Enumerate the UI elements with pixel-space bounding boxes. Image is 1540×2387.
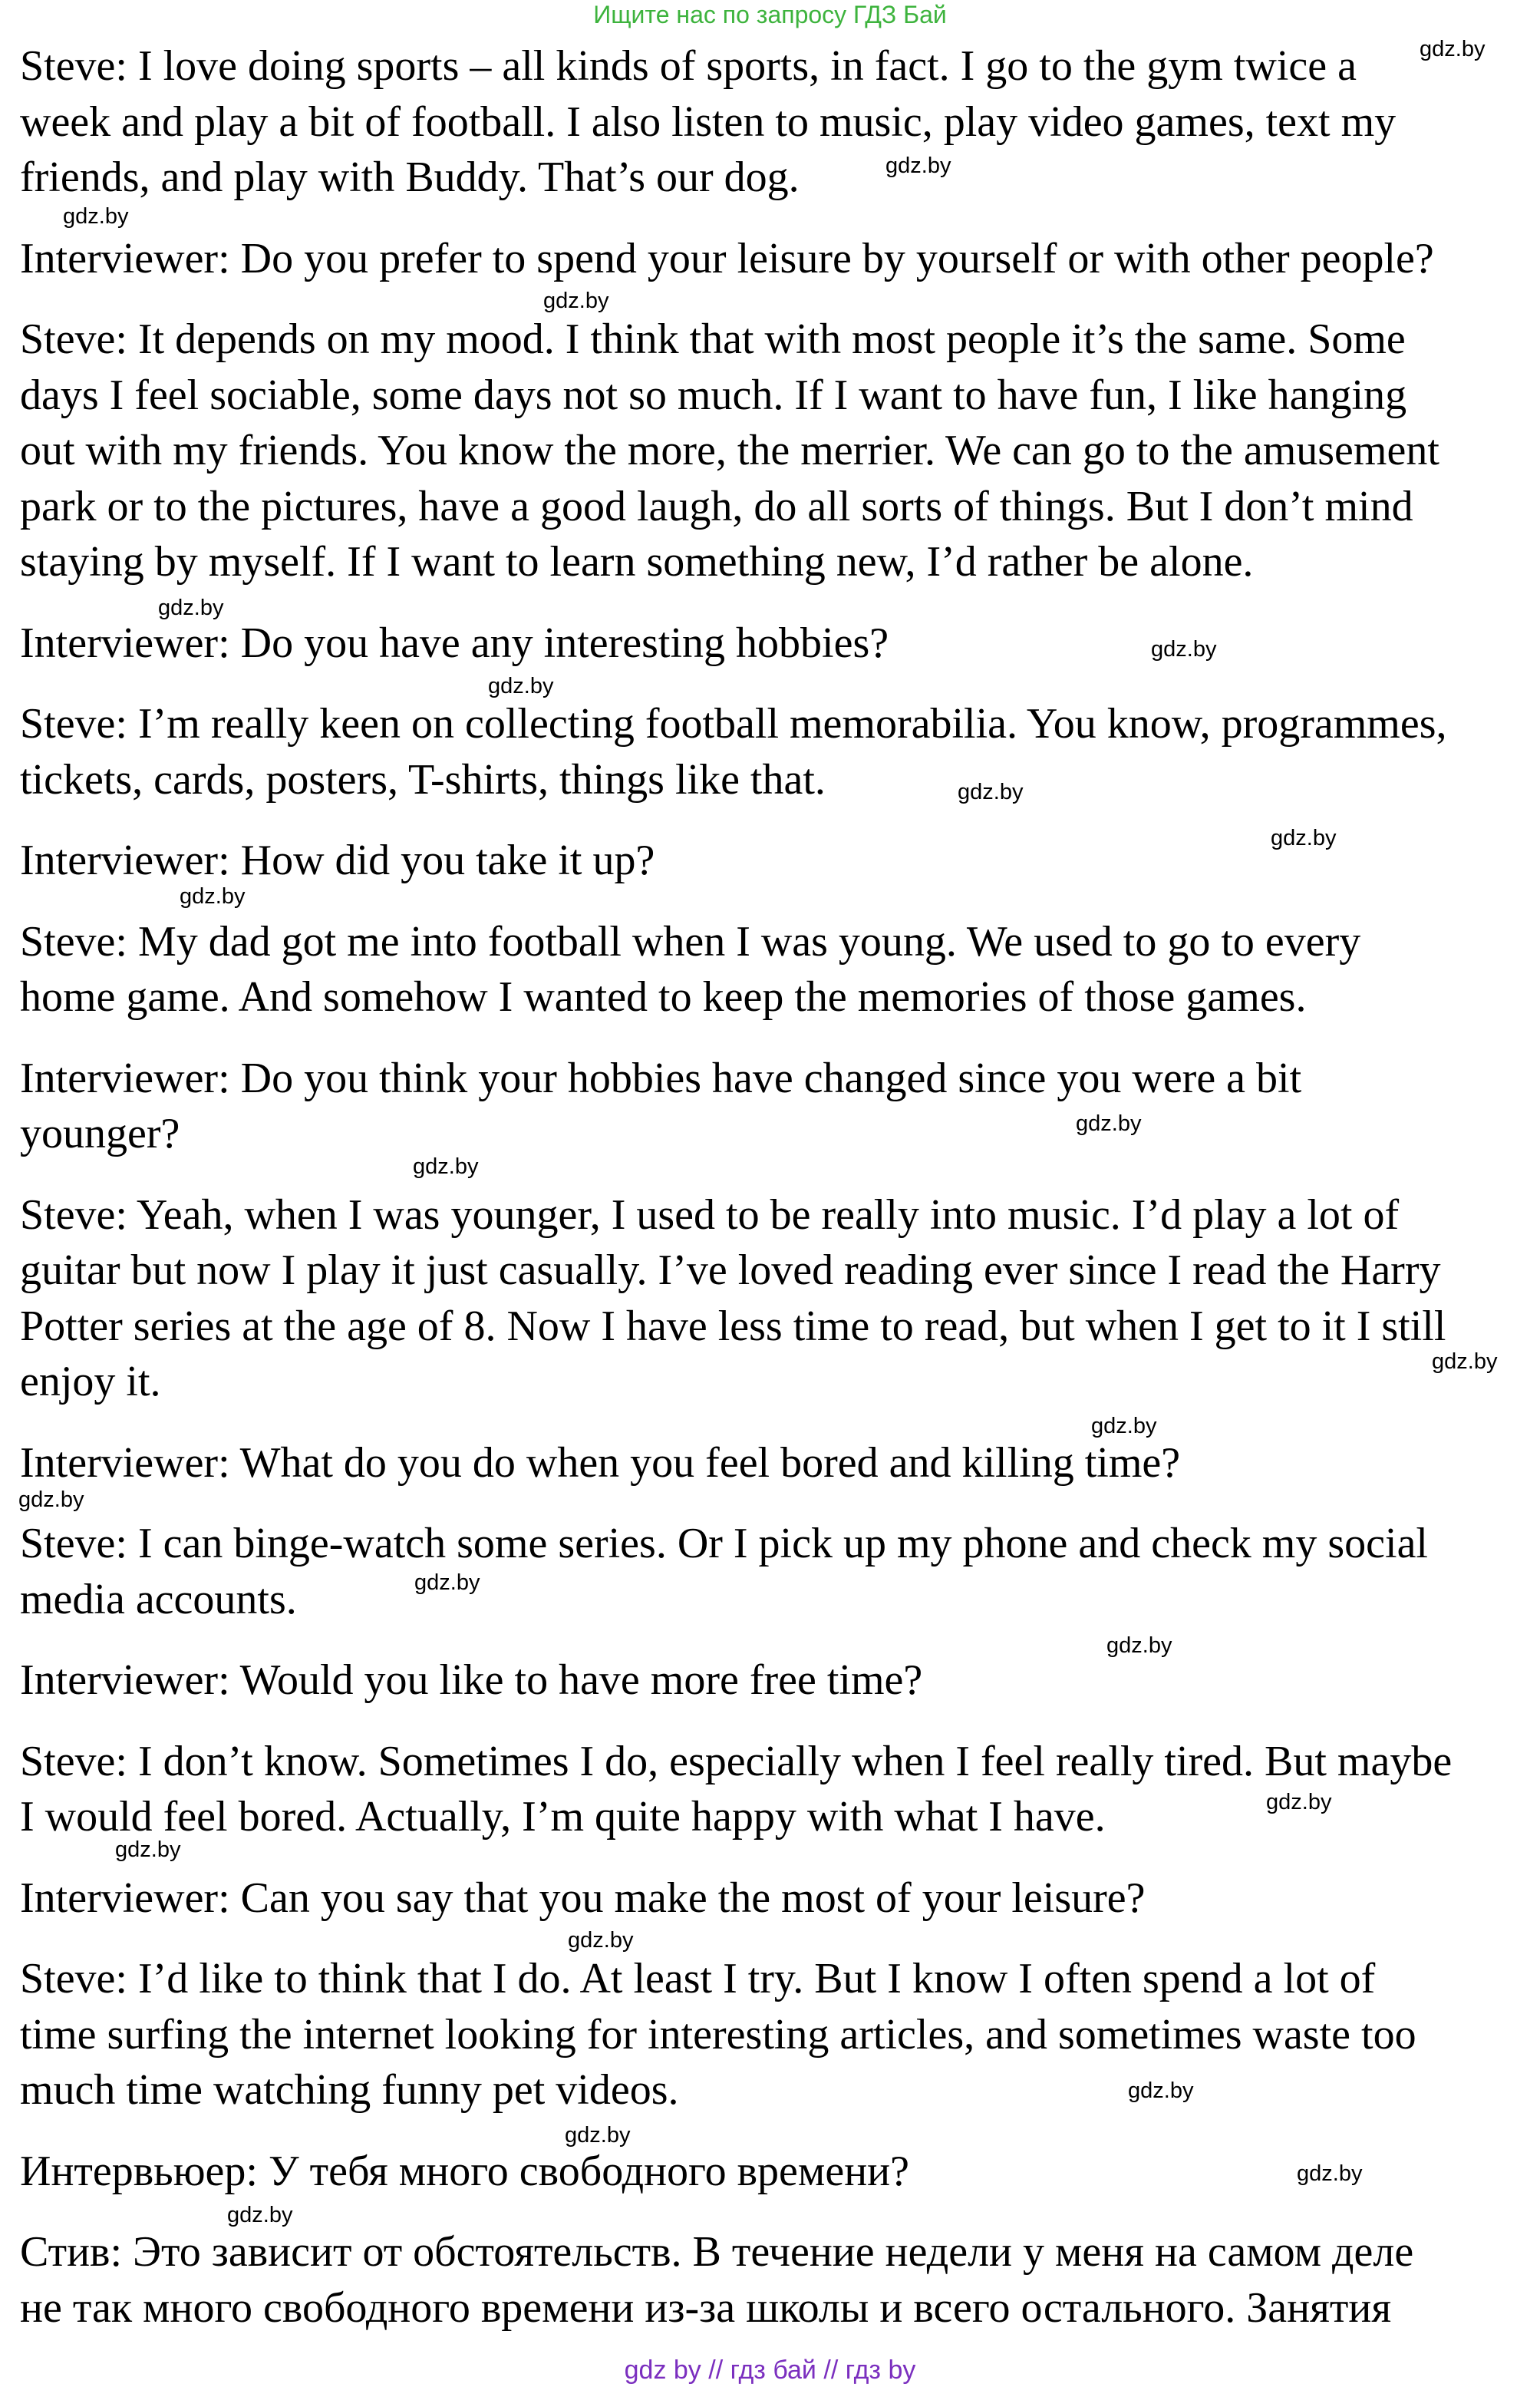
paragraph: Steve: I can binge-watch some series. Or I pick up my phone and check my social media accounts. — [20, 1520, 1428, 1623]
paragraph: Interviewer: Do you think your hobbies have changed since you were a bit younger? — [20, 1054, 1302, 1157]
watermark: gdz.by — [1420, 37, 1486, 61]
watermark: gdz.by — [158, 596, 224, 620]
paragraph: Стив: Это зависит от обстоятельств. В течение недели у меня на самом деле не так много свободного времени из-за школы и всего остального. Занятия — [20, 2228, 1414, 2332]
paragraph: Interviewer: Would you like to have more free time? — [20, 1656, 923, 1704]
paragraph: Interviewer: Can you say that you make the most of your leisure? — [20, 1874, 1146, 1922]
paragraph: Steve: It depends on my mood. I think that with most people it’s the same. Some days I feel sociable, some days not so much. If I want to have fun, I like hanging out with my friends. You know the more, the merrier. We can go to the amusement park or to the pictures, have a good laugh, do all sorts of things. But I don’t mind staying by myself. If I want to learn something new, I’d rather be alone. — [20, 315, 1439, 586]
paragraph: Steve: I don’t know. Sometimes I do, especially when I feel really tired. But maybe I would feel bored. Actually, I’m quite happy with what I have. — [20, 1737, 1453, 1841]
footer-links[interactable]: gdz by // гдз бай // гдз by — [624, 2356, 916, 2385]
paragraph: Steve: I’m really keen on collecting football memorabilia. You know, programmes, tickets, cards, posters, T-shirts, things like that. — [20, 700, 1447, 804]
watermark: gdz.by — [1091, 1414, 1157, 1438]
watermark: gdz.by — [1076, 1111, 1142, 1136]
paragraph: Interviewer: How did you take it up? — [20, 837, 655, 884]
watermark: gdz.by — [1432, 1349, 1498, 1374]
watermark: gdz.by — [115, 1837, 181, 1862]
watermark: gdz.by — [488, 674, 554, 698]
paragraph: Интервьюер: У тебя много свободного времени? — [20, 2147, 909, 2195]
paragraph: Steve: Yeah, when I was younger, I used to be really into music. I’d play a lot of guitar but now I play it just casually. I’ve loved reading ever since I read the Harry Potter series at the age of 8. Now I have less time to read, but when I get to it I still enjoy it. — [20, 1190, 1446, 1405]
watermark: gdz.by — [63, 204, 129, 229]
watermark: gdz.by — [1151, 637, 1217, 662]
watermark: gdz.by — [18, 1487, 84, 1512]
paragraph: Interviewer: Do you prefer to spend your leisure by yourself or with other people? — [20, 234, 1434, 282]
watermark: gdz.by — [227, 2203, 293, 2227]
watermark: gdz.by — [1266, 1790, 1332, 1814]
paragraph: Steve: I’d like to think that I do. At least I try. But I know I often spend a lot of time surfing the internet looking for interesting articles, and sometimes waste too much time watching funny pet videos. — [20, 1955, 1416, 2114]
watermark: gdz.by — [1271, 826, 1337, 850]
watermark: gdz.by — [1106, 1633, 1172, 1658]
watermark: gdz.by — [885, 154, 951, 178]
watermark: gdz.by — [1297, 2161, 1363, 2186]
watermark: gdz.by — [1128, 2078, 1194, 2103]
dialogue-text — [20, 38, 1535, 2361]
paragraph: Interviewer: Do you have any interesting hobbies? — [20, 619, 889, 667]
watermark: gdz.by — [180, 884, 246, 909]
watermark: gdz.by — [565, 2123, 631, 2148]
watermark: gdz.by — [958, 780, 1024, 804]
watermark: gdz.by — [568, 1928, 634, 1953]
paragraph: Steve: My dad got me into football when I was young. We used to go to every home game. And somehow I wanted to keep the memories of those games. — [20, 917, 1361, 1021]
watermark: gdz.by — [543, 289, 609, 313]
watermark: gdz.by — [414, 1570, 480, 1595]
watermark: gdz.by — [413, 1154, 479, 1179]
paragraph: Interviewer: What do you do when you feel bored and killing time? — [20, 1438, 1181, 1487]
paragraph: Steve: I love doing sports – all kinds of sports, in fact. I go to the gym twice a week and play a bit of football. I also listen to music, play video games, text my friends, and play with Buddy. That’s our dog. — [20, 42, 1397, 201]
top-banner[interactable]: Ищите нас по запросу ГДЗ Бай — [593, 1, 947, 28]
